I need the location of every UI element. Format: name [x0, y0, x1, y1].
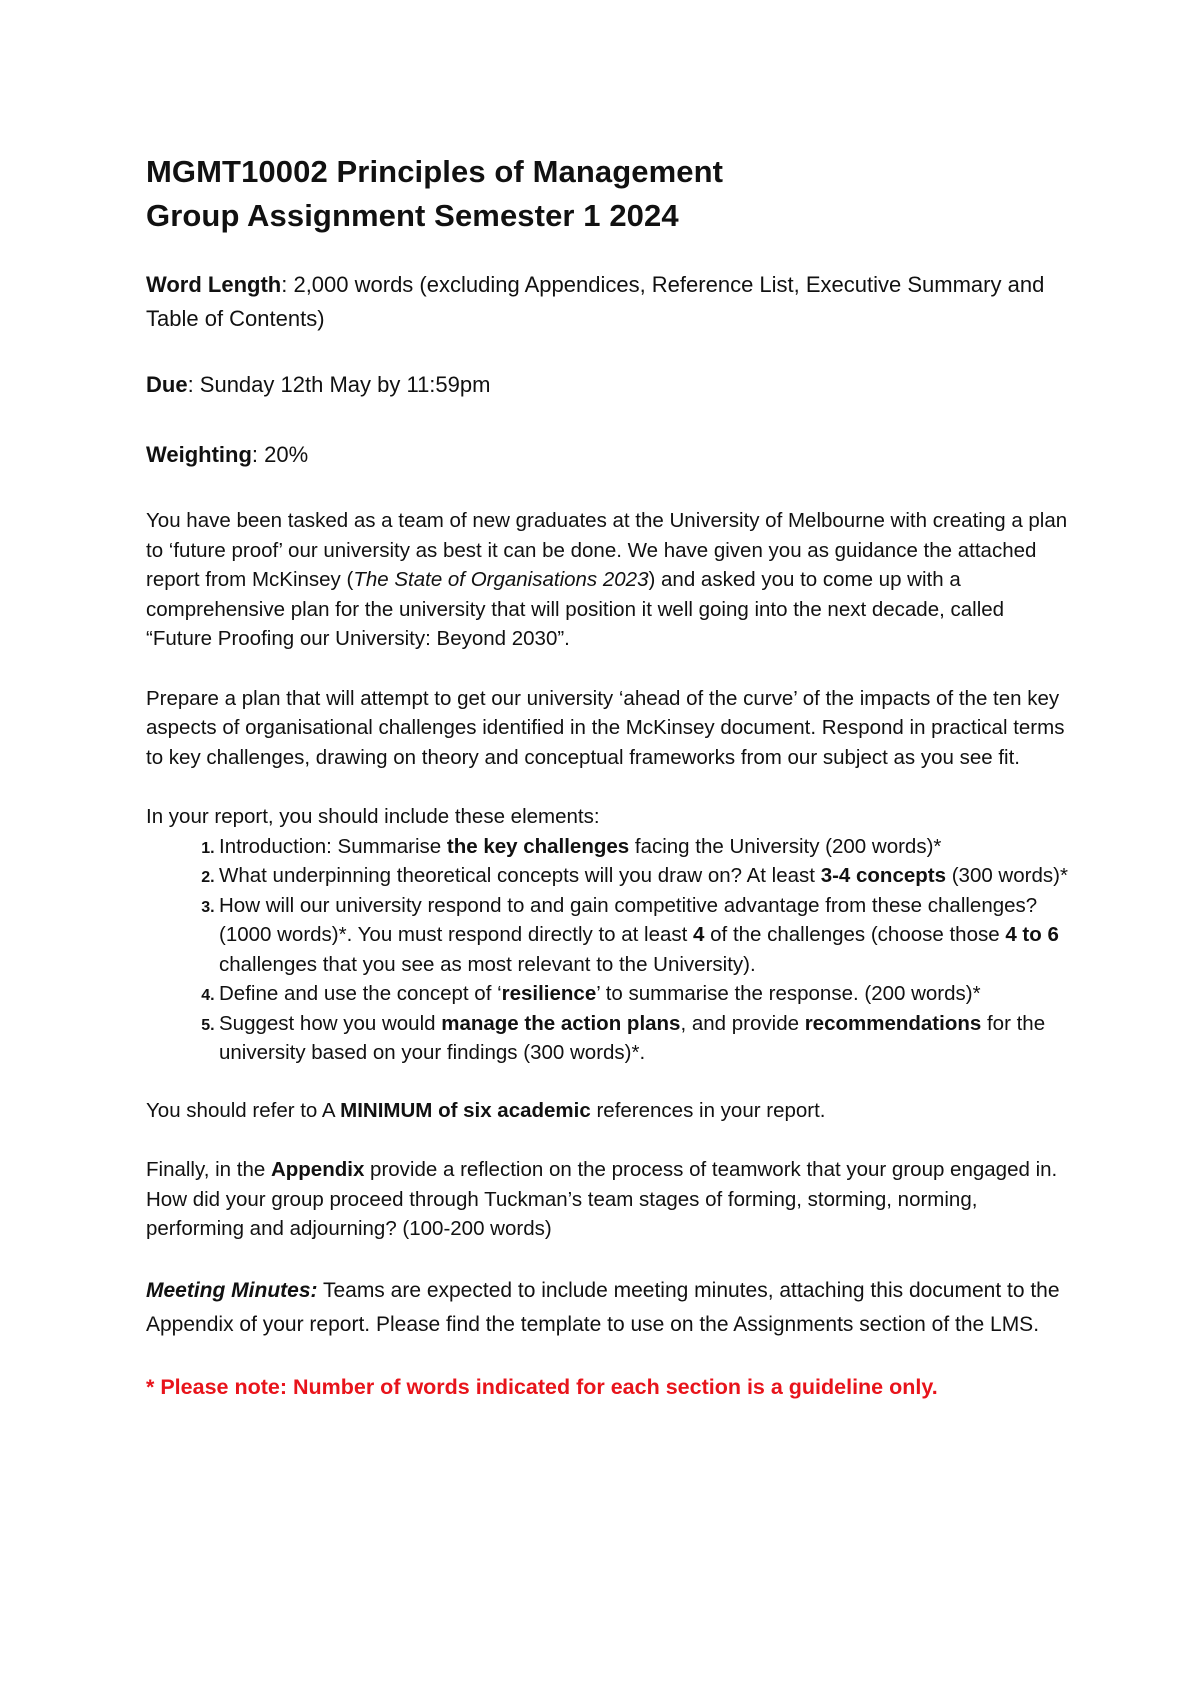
weighting-value: : 20% — [251, 442, 309, 467]
list-item-text: ’ to summarise the response. (200 words)* — [596, 982, 981, 1005]
intro-text-start: You have been tasked as a team of new graduates at the University of Melbourne with creating a plan to ‘future proof’ our university as best it can be done. We have given you as guidance the attached report from McKinsey ( — [146, 509, 1068, 591]
meeting-minutes-label: Meeting Minutes: — [146, 1278, 318, 1302]
due-label: Due — [146, 372, 188, 397]
references-text: references in your report. — [590, 1098, 826, 1122]
report-title: The State of Organisations 2023 — [353, 568, 649, 591]
intro-paragraph — [146, 506, 1070, 654]
word-length-field — [146, 268, 1070, 336]
references-paragraph — [146, 1096, 1070, 1126]
word-count-note: * Please note: Number of words indicated for each section is a guideline only. — [146, 1374, 938, 1399]
weighting-field — [146, 438, 1070, 472]
title-line-course: MGMT10002 Principles of Management — [146, 154, 724, 189]
list-item-emphasis: resilience — [501, 982, 597, 1005]
references-emphasis: MINIMUM of six academic — [340, 1098, 591, 1122]
list-item-text: How will our university respond to and gain competitive advantage from these challenges? (1000 words)*. You must respond directly to at least — [219, 893, 1038, 946]
intro-text-end: ) and asked you to come up with a comprehensive plan for the university that will position it well going into the next decade, called “Future Proofing our University: Beyond 2030”. — [146, 568, 1005, 650]
word-length-value: : 2,000 words (excluding Appendices, Reference List, Executive Summary and Table of Contents) — [146, 272, 1045, 331]
references-text: You should refer to A — [146, 1098, 341, 1122]
document-title — [146, 150, 1070, 238]
list-item — [219, 832, 1070, 862]
list-item-text: for the university based on your findings (300 words)*. — [219, 1011, 1046, 1064]
meeting-minutes-paragraph — [146, 1274, 1070, 1342]
list-item-text: , and provide — [680, 1011, 805, 1035]
elements-list — [146, 832, 1070, 1068]
appendix-text: provide a reflection on the process of teamwork that your group engaged in. How did your group proceed through Tuckman’s team stages of forming, storming, norming, performing and adjourning? (100-200 words) — [146, 1158, 1058, 1240]
list-item-text: challenges that you see as most relevant to the University). — [219, 952, 756, 976]
list-item-emphasis: 4 — [693, 923, 705, 946]
word-length-label: Word Length — [146, 272, 282, 297]
list-item-emphasis: 3-4 concepts — [820, 864, 947, 887]
list-item-text: Suggest how you would — [219, 1011, 442, 1035]
prepare-paragraph: Prepare a plan that will attempt to get our university ‘ahead of the curve’ of the impacts of the ten key aspects of organisational challenges identified in the McKinsey document. Respond in practical terms to key challenges, drawing on theory and conceptual frameworks from our subject as you see fit. — [146, 686, 1065, 769]
list-item-text: of the challenges (choose those — [704, 923, 1006, 946]
list-item-text: What underpinning theoretical concepts will you draw on? At least — [219, 864, 821, 887]
list-item-text: Define and use the concept of ‘ — [219, 982, 502, 1005]
title-line-assignment: Group Assignment Semester 1 2024 — [146, 198, 679, 233]
weighting-label: Weighting — [146, 442, 252, 467]
list-item-emphasis: recommendations — [804, 1011, 982, 1035]
list-item — [219, 1009, 1070, 1068]
meeting-minutes-text: Teams are expected to include meeting minutes, attaching this document to the Appendix of your report. Please find the template to use on the Assignments section of the LMS. — [146, 1278, 1060, 1336]
elements-lead: In your report, you should include these elements: — [146, 805, 600, 828]
list-item-text: (300 words)* — [946, 864, 1068, 887]
list-item-text: Introduction: Summarise — [219, 834, 447, 858]
list-item-emphasis: 4 to 6 — [1005, 923, 1059, 946]
appendix-text: Finally, in the — [146, 1158, 271, 1181]
list-item — [219, 979, 1070, 1009]
list-item — [219, 891, 1070, 980]
due-field — [146, 368, 1070, 402]
list-item-text: facing the University (200 words)* — [629, 834, 942, 858]
list-item-emphasis: manage the action plans — [441, 1011, 681, 1035]
appendix-emphasis: Appendix — [270, 1158, 365, 1181]
appendix-paragraph — [146, 1155, 1070, 1244]
list-item — [219, 861, 1070, 891]
due-value: : Sunday 12th May by 11:59pm — [187, 372, 491, 397]
list-item-emphasis: the key challenges — [446, 834, 630, 858]
